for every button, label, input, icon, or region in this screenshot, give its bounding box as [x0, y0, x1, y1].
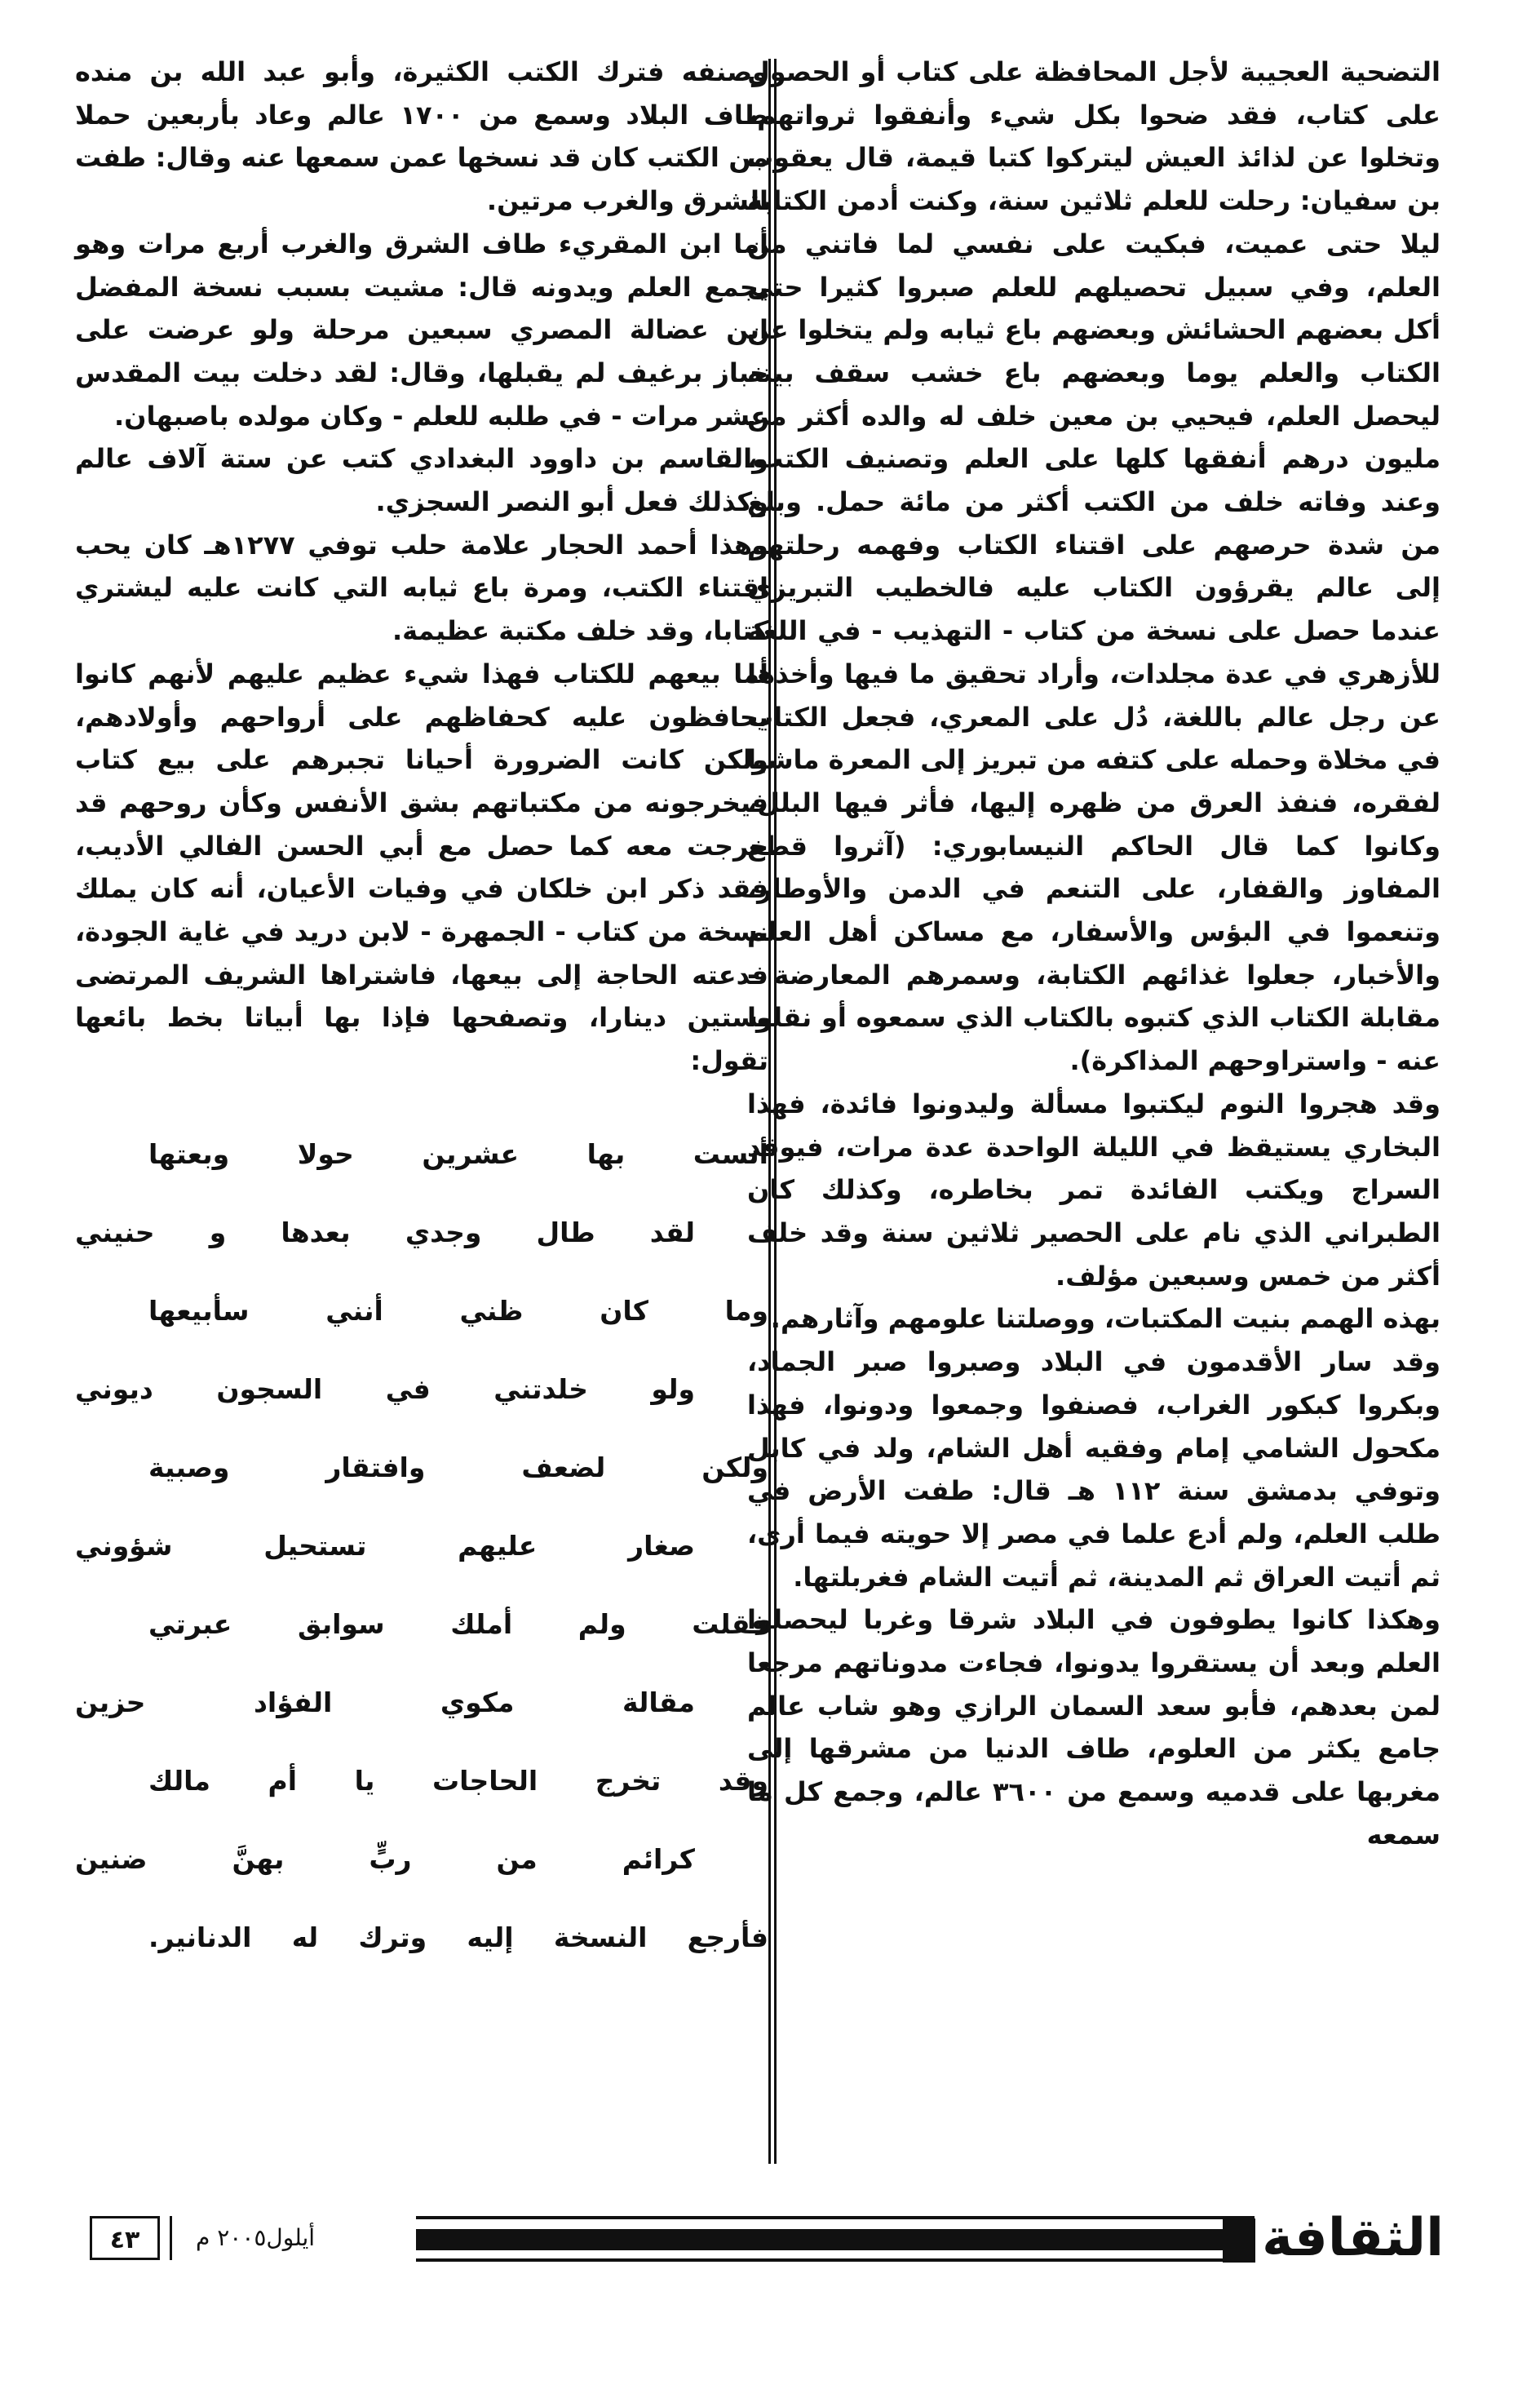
magazine-name: الثقافة: [1262, 2208, 1444, 2268]
page-footer: [90, 2208, 1468, 2268]
right-column: [747, 51, 1440, 1857]
paragraph: وهكذا كانوا يطوفون في البلاد شرقا وغربا ليحصلوا العلم وبعد أن يستقروا يدونوا، فجاءت مدوناتهم مرجعا لمن بعدهم، فأبو سعد السمان الرازي وهو شاب عالم جامع يكثر من العلوم، طاف الدنيا من مشرقها إلى مغربها على قدميه وسمع من ٣٦٠٠ عالم، وجمع كل ما سمعه: [747, 1604, 1441, 1850]
page-number-divider: [170, 2216, 172, 2260]
page-number: ٤٣: [90, 2216, 160, 2260]
poem-verse: كرائم من ربٍّ بهنَّ ضنين: [75, 1842, 695, 1875]
paragraph: أما بيعهم للكتاب فهذا شيء عظيم عليهم لأنهم كانوا يحافظون عليه كحفاظهم على أرواحهم وأولادهم، ولكن كانت الضرورة أحيانا تجبرهم على بيع كتاب فيخرجونه من مكتباتهم بشق الأنفس وكأن روحهم قد خرجت معه كما حصل مع أبي الحسن الفالي الأديب، فقد ذكر ابن خلكان في وفيات الأعيان، أنه كان يملك نسخة من كتاب - الجمهرة - لابن دريد في غاية الجودة، فدعته الحاجة إلى بيعها، فاشتراها الشريف المرتضى بستين دينارا، وتصفحها فإذا بها أبياتا بخط بائعها تقول:: [75, 658, 768, 1077]
poem-verse: مقالة مكوي الفؤاد حزين: [75, 1686, 695, 1718]
poem-verse: وقد تخرج الحاجات يا أم مالك: [148, 1764, 768, 1797]
closing-line: فأرجع النسخة إليه وترك له الدنانير.: [148, 1921, 768, 1953]
footer-rule: [416, 2229, 1255, 2250]
paragraph: وقد هجروا النوم ليكتبوا مسألة وليدونوا فائدة، فهذا البخاري يستيقظ في الليلة الواحدة عدة مرات، فيوقد السراج ويكتب الفائدة تمر بخاطره، وكذلك كان الطبراني الذي نام على الحصير ثلاثين سنة وقد خلف أكثر من خمس وسبعين مؤلف.: [747, 1088, 1440, 1292]
paragraph: بهذه الهمم بنيت المكتبات، ووصلتنا علومهم وآثارهم.: [770, 1303, 1440, 1335]
left-column: [75, 51, 768, 1977]
paragraph: وهذا أحمد الحجار علامة حلب توفي ١٢٧٧هـ كان يحب اقتناء الكتب، ومرة باع ثيابه التي كانت عليه ليشتري كتابا، وقد خلف مكتبة عظيمة.: [75, 529, 769, 647]
poem-verse: لقد طال وجدي بعدها و حنيني: [75, 1216, 695, 1248]
poem-verse: وما كان ظني أنني سأبيعها: [148, 1294, 768, 1327]
paragraph: أما ابن المقريء طاف الشرق والغرب أربع مرات وهو يجمع العلم ويدونه قال: مشيت بسبب نسخة المفضل ابن عضالة المصري سبعين مرحلة ولو عرضت على خباز برغيف لم يقبلها، وقال: لقد دخلت بيت المقدس عشر مرات - في طلبه للعلم - وكان مولده باصبهان.: [75, 228, 768, 432]
poem-verse: أنست بها عشرين حولا وبعتها: [148, 1137, 768, 1170]
paragraph: وقد سار الأقدمون في البلاد وصبروا صبر الجماد، وبكروا كبكور الغراب، فصنفوا وجمعوا ودونوا، فهذا مكحول الشامي إمام وفقيه أهل الشام، ولد في كابل وتوفي بدمشق سنة ١١٢ هـ قال: طفت الأرض في طلب العلم، ولم أدع علما في مصر إلا حويته فيما أرى، ثم أتيت العراق ثم المدينة، ثم أتيت الشام فغربلتها.: [747, 1346, 1441, 1593]
paragraph: وصنفه فترك الكتب الكثيرة، وأبو عبد الله بن منده طاف البلاد وسمع من ١٧٠٠ عالم وعاد بأربعين حملا من الكتب كان قد نسخها عمن سمعها عنه وقال: طفت الشرق والغرب مرتين.: [75, 56, 768, 217]
paragraph: والقاسم بن داوود البغدادي كتب عن ستة آلاف عالم وكذلك فعل أبو النصر السجزي.: [75, 443, 768, 518]
magazine-logo: [1223, 2208, 1444, 2268]
poem-verse: فقلت ولم أملك سوابق عبرتي: [148, 1607, 768, 1640]
issue-date: أيلول٢٠٠٥ م: [196, 2224, 316, 2251]
paragraph: التضحية العجيبة لأجل المحافظة على كتاب أو الحصول على كتاب، فقد ضحوا بكل شيء وأنفقوا ثرواتهم، وتخلوا عن لذائذ العيش ليتركوا كتبا قيمة، قال يعقوب بن سفيان: رحلت للعلم ثلاثين سنة، وكنت أدمن الكتابة ليلا حتى عميت، فبكيت على نفسي لما فاتني من العلم، وفي سبيل تحصيلهم للعلم صبروا كثيرا حتى أكل بعضهم الحشائش وبعضهم باع ثيابه ولم يتخلوا عن الكتاب والعلم يوما وبعضهم باع خشب سقف بيته ليحصل العلم، فيحيي بن معين خلف له والده أكثر من مليون درهم أنفقها كلها على العلم وتصنيف الكتب، وعند وفاته خلف من الكتب أكثر من مائة حمل. وبلغ من شدة حرصهم على اقتناء الكتاب وفهمه رحلتهم إلى عالم يقرؤون الكتاب عليه فالخطيب التبريزي عندما حصل على نسخة من كتاب - التهذيب - في اللغة للأزهري في عدة مجلدات، وأراد تحقيق ما فيها وأخذها عن رجل عالم باللغة، دُل على المعري، فجعل الكتاب في مخلاة وحمله على كتفه من تبريز إلى المعرة ماشيا لفقره، فنفذ العرق من ظهره إليها، فأثر فيها البلل، وكانوا كما قال الحاكم النيسابوري: (آثروا قطع المفاوز والقفار، على التنعم في الدمن والأوطار، وتنعموا في البؤس والأسفار، مع مساكن أهل العلم والأخبار، جعلوا غذائهم الكتابة، وسمرهم المعارضة - مقابلة الكتاب الذي كتبوه بالكتاب الذي سمعوه أو نقلوا عنه - واستراوحهم المذاكرة).: [747, 56, 1440, 1077]
poem-verse: صغار عليهم تستحيل شؤوني: [75, 1529, 695, 1562]
poem-verse: ولكن لضعف وافتقار وصبية: [148, 1451, 768, 1483]
poem-verse: ولو خلدتني في السجون ديوني: [75, 1372, 695, 1405]
column-divider: [768, 59, 777, 2164]
poem: [75, 1115, 768, 1977]
